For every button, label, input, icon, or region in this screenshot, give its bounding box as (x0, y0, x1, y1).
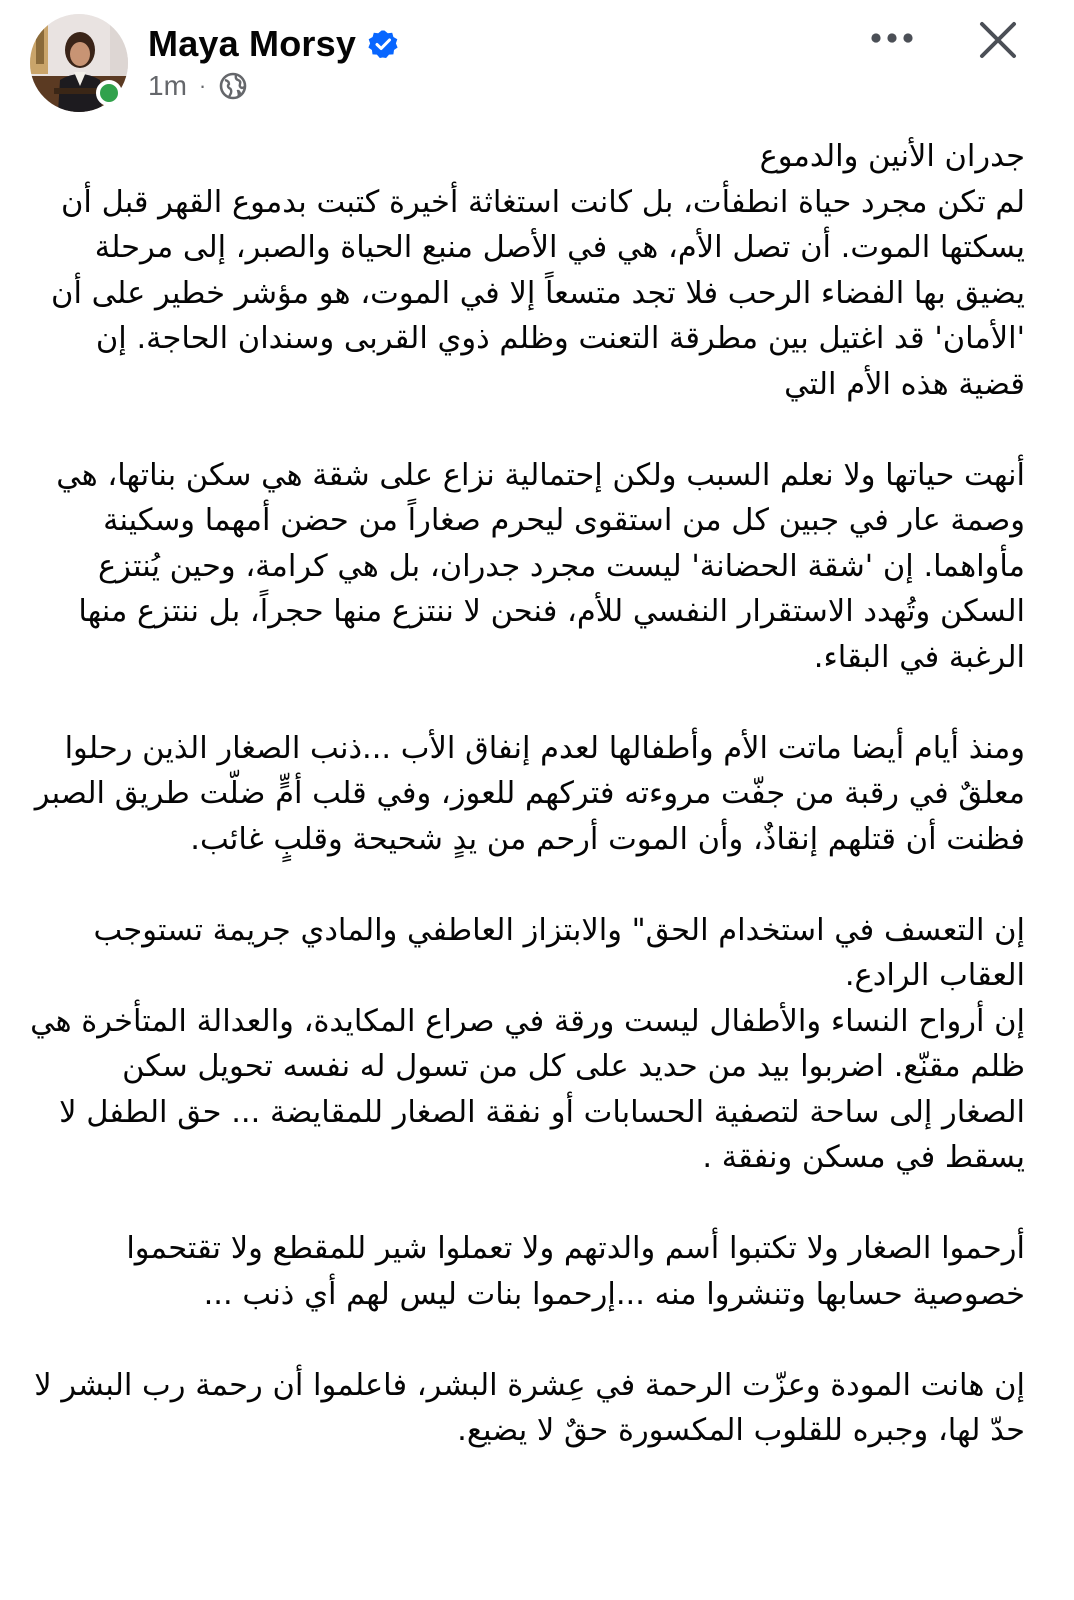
verified-badge-icon (368, 29, 398, 59)
post-paragraph-4: إن التعسف في استخدام الحق" والابتزاز العاطفي والمادي جريمة تستوجب العقاب الرادع. إن أرواح النساء والأطفال ليست ورقة في صراع المكايدة، والعدالة المتأخرة هي ظلم مقنّع. اضربوا بيد من حديد على كل من تسول له نفسه تحويل سكن الصغار إلى ساحة لتصفية الحسابات أو نفقة الصغار للمقايضة ... حق الطفل لا يسقط في مسكن ونفقة . (30, 912, 1025, 1175)
author-name[interactable]: Maya Morsy (148, 23, 357, 64)
online-status-indicator (96, 80, 122, 106)
post-paragraph-2: أنهت حياتها ولا نعلم السبب ولكن إحتمالية نزاع على شقة هي سكن بناتها، هي وصمة عار في جبين كل من استقوى ليحرم صغاراً من حضن أمهما وسكينة مأواهما. إن 'شقة الحضانة' ليست مجرد جدران، بل هي كرامة، وحين يُنتزع السكن وتُهدد الاستقرار النفسي للأم، فنحن لا ننتزع منها حجراً، بل ننتزع منها الرغبة في البقاء. (56, 457, 1025, 675)
post-header (0, 0, 1074, 125)
post-paragraph-1: جدران الأنين والدموع لم تكن مجرد حياة انطفأت، بل كانت استغاثة أخيرة كتبت بدموع القهر قبل أن يسكتها الموت. أن تصل الأم، هي في الأصل منبع الحياة والصبر، إلى مرحلة يضيق بها الفضاء الرحب فلا تجد متسعاً إلا في الموت، هو مؤشر خطير على أن 'الأمان' قد اغتيل بين مطرقة التعنت وظلم ذوي القربى وسندان الحاجة. إن قضية هذه الأم التي (51, 139, 1025, 402)
globe-icon[interactable] (218, 71, 248, 101)
meta-separator: · (198, 73, 207, 98)
post-meta (148, 68, 248, 104)
more-options-button[interactable] (862, 16, 922, 60)
paragraph-spacer (30, 1181, 1025, 1227)
more-options-icon (870, 32, 914, 44)
post-paragraph-3: ومنذ أيام أيضا ماتت الأم وأطفالها لعدم إنفاق الأب ...ذنب الصغار الذين رحلوا معلقٌ في رقبة من جفّت مروءته فتركهم للعوز، وفي قلب أمٍّ ضلّت طريق الصبر فظنت أن قتلهم إنقاذٌ، وأن الموت أرحم من يدٍ شحيحة وقلبٍ غائب. (34, 730, 1025, 857)
post-text (30, 134, 1025, 1454)
timestamp[interactable]: 1m (148, 70, 187, 101)
paragraph-spacer (30, 407, 1025, 453)
paragraph-spacer (30, 680, 1025, 726)
paragraph-spacer (30, 862, 1025, 908)
post-paragraph-5: أرحموا الصغار ولا تكتبوا أسم والدتهم ولا تعملوا شير للمقطع ولا تقتحموا خصوصية حسابها وتنشروا منه ...إرحموا بنات ليس لهم أي ذنب ... (126, 1231, 1025, 1312)
paragraph-spacer (30, 1317, 1025, 1363)
close-icon (978, 20, 1018, 60)
close-button[interactable] (970, 12, 1026, 68)
post-paragraph-6: إن هانت المودة وعزّت الرحمة في عِشرة البشر، فاعلموا أن رحمة رب البشر لا حدّ لها، وجبره للقلوب المكسورة حقٌ لا يضيع. (34, 1367, 1025, 1448)
author-row (148, 20, 398, 68)
